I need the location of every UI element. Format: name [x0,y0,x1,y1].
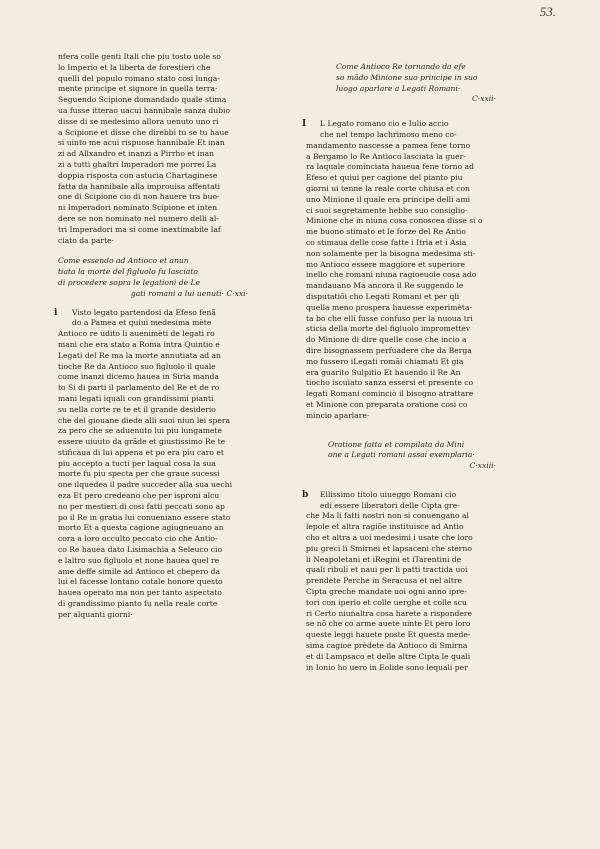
text-line: Come Antioco Re tornando da efe [336,62,466,71]
text-line: su nella corte re te et il grande desiderio [58,404,216,414]
text-line: no per mestieri di cosi fatti peccati sono ap [58,501,225,511]
text-line: mandauano Ma ancora il Re suggendo le [306,281,464,291]
text-line: che del giouane diede alli suoi niun lei spera [58,415,230,425]
text-line: quelli del populo romano stato cosi lunga- [58,73,220,83]
text-line: Oratione fatta et compilata da Mini [328,439,465,449]
text-line: sima cagioe prèdete da Antioco di Smirna [306,641,468,651]
text-line: co stimaua delle cose fatte i Itria et i Asia [306,237,467,247]
text-line: piu greci li Smirnei et lapsaceni che sterno [306,543,472,553]
text-line: luogo aparlare a Legati Romani· [336,83,461,93]
text-line: one ilquedea il padre succeder alla sua uechi [58,480,233,490]
text-line: ri Certo niunaltra cosa harete a rispondere [306,608,472,618]
text-line: et di Lampsaco et delle altre Cipta le quali [306,651,471,661]
text-line: eza Et pero credeano che per isproni alcu [58,491,220,501]
text-line: to Si di parti il parlamento del Re et de ro [58,383,220,393]
text-line: giorni ui tenne la reale corte chiusa et con [306,183,470,193]
text-line: come inanzi dicemo hauea in Siria manda [58,372,219,382]
text-line: Seguendo Scipione domandado quale stima [58,95,227,105]
chapter-xxii-text [302,119,514,421]
text-line: zi ad Allxandro et inanzi a Pirrho et inan [58,149,215,159]
text-line: morte fu piu specta per che graue sucessi [58,469,220,479]
text-line: Come essendo ad Antioco et anun [58,256,189,266]
text-line: piu accepto a tucti per laqual cosa la sua [58,458,216,468]
text-line: dere se non nominato nel numero delli al- [58,213,219,223]
text-line: cora a loro occulto peccato cio che Antio- [58,534,218,544]
text-line: lepole et altra ragiõe instituisce ad Antio [306,522,464,532]
text-line: e laltro suo figluolo et none hauea quel re [58,555,220,565]
text-line: inello che romani niuna ragioeuole cosa ado [306,270,477,280]
text-line: stificaua di lui appena et po era piu caro et [58,447,224,457]
text-line: quali ribuli et naui per li patti tractida uoi [306,565,468,575]
chapter-xxiii-text [302,489,514,674]
text-line: essere uiuuto da grãde et giustissimo Re te [58,437,226,447]
text-line: se nõ che co arme auete uinte Et pero loro [306,619,471,629]
text-line: mente principe et signore in quella terra· [58,84,218,94]
text-line: in Ionio ho uero in Eolide sono lequali per [306,662,468,672]
text-line: mo fussero iLegati romãi chiamati Et gia [306,356,464,366]
text-line: Legati del Re ma la morte annutiata ad an [58,350,221,360]
text-line: do Minione di dire quelle cose che incio a [306,335,467,345]
text-line: one di Scipione cio di non hauere tra buo- [58,192,220,202]
text-line: dire bisognassem perfuadere che da Berga [306,345,472,355]
text-line: Visto legato partendosi da Efeso fenã [72,307,216,317]
text-line: Minione che in niuna cosa conoscea disse si o [306,216,483,226]
text-line: queste leggi hauete poste Et questa mede- [306,630,471,640]
text-line: po il Re in gratia lui conueniano essere stato [58,512,231,522]
text-line: tori con iperio et colle uerghe et colle scu [306,597,467,607]
text-line: me buono stimato et le forze del Re Antio [306,227,466,237]
text-line: nfera colle genti Itali che piu tosto uole so [58,52,221,61]
text-line: era guarito Sulpitio Et hauendo il Re An [306,367,461,377]
initial-letter: b [302,489,309,500]
text-line: one a Legati romani assai exemplaria· [328,450,475,460]
text-line: mani legati iquali con grandissimi pianti [58,393,214,403]
text-line: di grandissimo pianto fu nella reale corte [58,599,218,609]
opening-text [58,52,266,246]
text-line: non solamente per la bisogna medesima sti- [306,248,476,258]
text-line: mandamento nascesse a pamea fene torno [306,140,471,150]
text-line: a Scipione et disse che direbbi tu se tu haue [58,127,229,137]
text-line: Efeso et quiui per cagione del pianto piu [306,173,463,183]
text-line: ame deffe simile ad Antioco et cbepero da [58,566,220,576]
text-line: hauea operato ma non per tanto aspectato [58,588,222,598]
text-line: mo Antioco essere maggiore et superiore [306,259,466,269]
text-line: et Minione con preparata oratione cosi co [306,399,468,409]
text-line: tiocho iscuiato sanza essersi et presente co [306,378,474,388]
text-line: per alquanti giorni· [58,609,133,619]
left-column [54,52,266,621]
text-line: disse di se medesimo allora uenuto uno ri [58,116,219,126]
text-line: C·xxii· [471,94,496,104]
chapter-rubric-xxi [58,256,266,299]
text-line: che nel tempo lachrimoso meno co- [320,129,457,139]
text-line: gati romani a lui uenuti· C·xxi· [130,288,248,298]
text-line: doppia risposta con astucia Chartaginese [58,170,218,180]
text-line: sticia della morte del figluolo impromettev [306,324,471,334]
text-line: ni Imperadori nominato Scipione et inten [58,203,218,213]
text-line: C·xxiii· [469,461,496,471]
text-line: lui el facesse lontano cotale honore questo [58,577,223,587]
text-line: li Neapoletani et iRegini et iTarentini de [306,554,462,564]
text-line: ta bo che ellí fusse confuso per la nuoua tri [306,313,473,323]
text-line: morto Et a questa cagione agiugneuano an [58,523,224,533]
text-line: edi essere liberatori delle Cipta gre- [320,500,460,510]
text-line: L Legato romano cio e Iulio accio [320,119,449,129]
text-line: che Ma li fatti nostri non si conuengano al [306,511,469,521]
chapter-xxi-text [54,307,266,621]
text-line: zi a tutti ghaltri Imperadori me porrei La [58,159,217,169]
text-line: cho et altra a uoi medesimi i usate che loro [306,533,473,543]
text-line: za pero che se aduenuto lui piu lungamete [58,426,222,436]
text-line: Ellissimo titolo uiueggo Romani cio [320,489,457,499]
initial-letter: I [302,119,307,130]
text-line: Antioco re udito li auenimèti de legati ro [58,329,215,339]
text-line: legati Romani cominciò il bisogno atrattare [306,389,474,399]
text-line: mani che era stato a Roma intra Quintio e [58,339,220,349]
text-line: mincio aparlare· [306,410,370,420]
chapter-rubric-xxii [306,62,514,105]
folio-number: 53. [539,4,556,19]
text-line: uno Minione il quale era principe delli ami [306,194,471,204]
text-line: disputatiõi cho Legati Romani et per qli [306,291,460,301]
text-line: ci suoi segretamente hebbe suo consiglio· [306,205,468,215]
text-line: Cipta greche mandate uoi ogni anno ipre- [306,587,467,597]
text-line: fatta da hannibale alla improuisa affentati [58,181,221,191]
text-line: co Re hauea dato Lisimachia a Seleuco cio [58,545,223,555]
text-line: lo Imperio et la liberta de forestieri che [58,62,211,72]
text-line: tri Imperadori ma si come inextimabile laf [58,224,221,234]
text-line: a Bergamo lo Re Antioco lasciata la guer- [306,151,466,161]
text-line: di procedere sopra le legationi de Le [58,277,201,287]
text-line: tiata la morte del figluolo fu lasciato [58,267,198,277]
text-line: do a Pamea et quiui medesima mète [72,318,212,328]
text-line: tioche Re da Antioco suo figluolo il quale [58,361,216,371]
text-line: ua fusse itterao uacui hannibale sanza dubio [58,105,231,115]
text-line: quella meno prospera hauesse experimèta- [306,302,473,312]
text-line: ciato da parte· [58,235,115,245]
text-line: ra laquale comínciata haueua fene torno ad [306,162,474,172]
right-column [302,52,514,673]
text-line: so mãdo Minione suo principe in suo [336,72,478,82]
text-line: si uinto me acui rispuose hannibale Et inan [58,138,225,148]
initial-letter: i [54,307,58,318]
chapter-rubric-xxiii [306,440,514,472]
text-line: prendete Perche in Seracusa et nel altre [306,576,463,586]
